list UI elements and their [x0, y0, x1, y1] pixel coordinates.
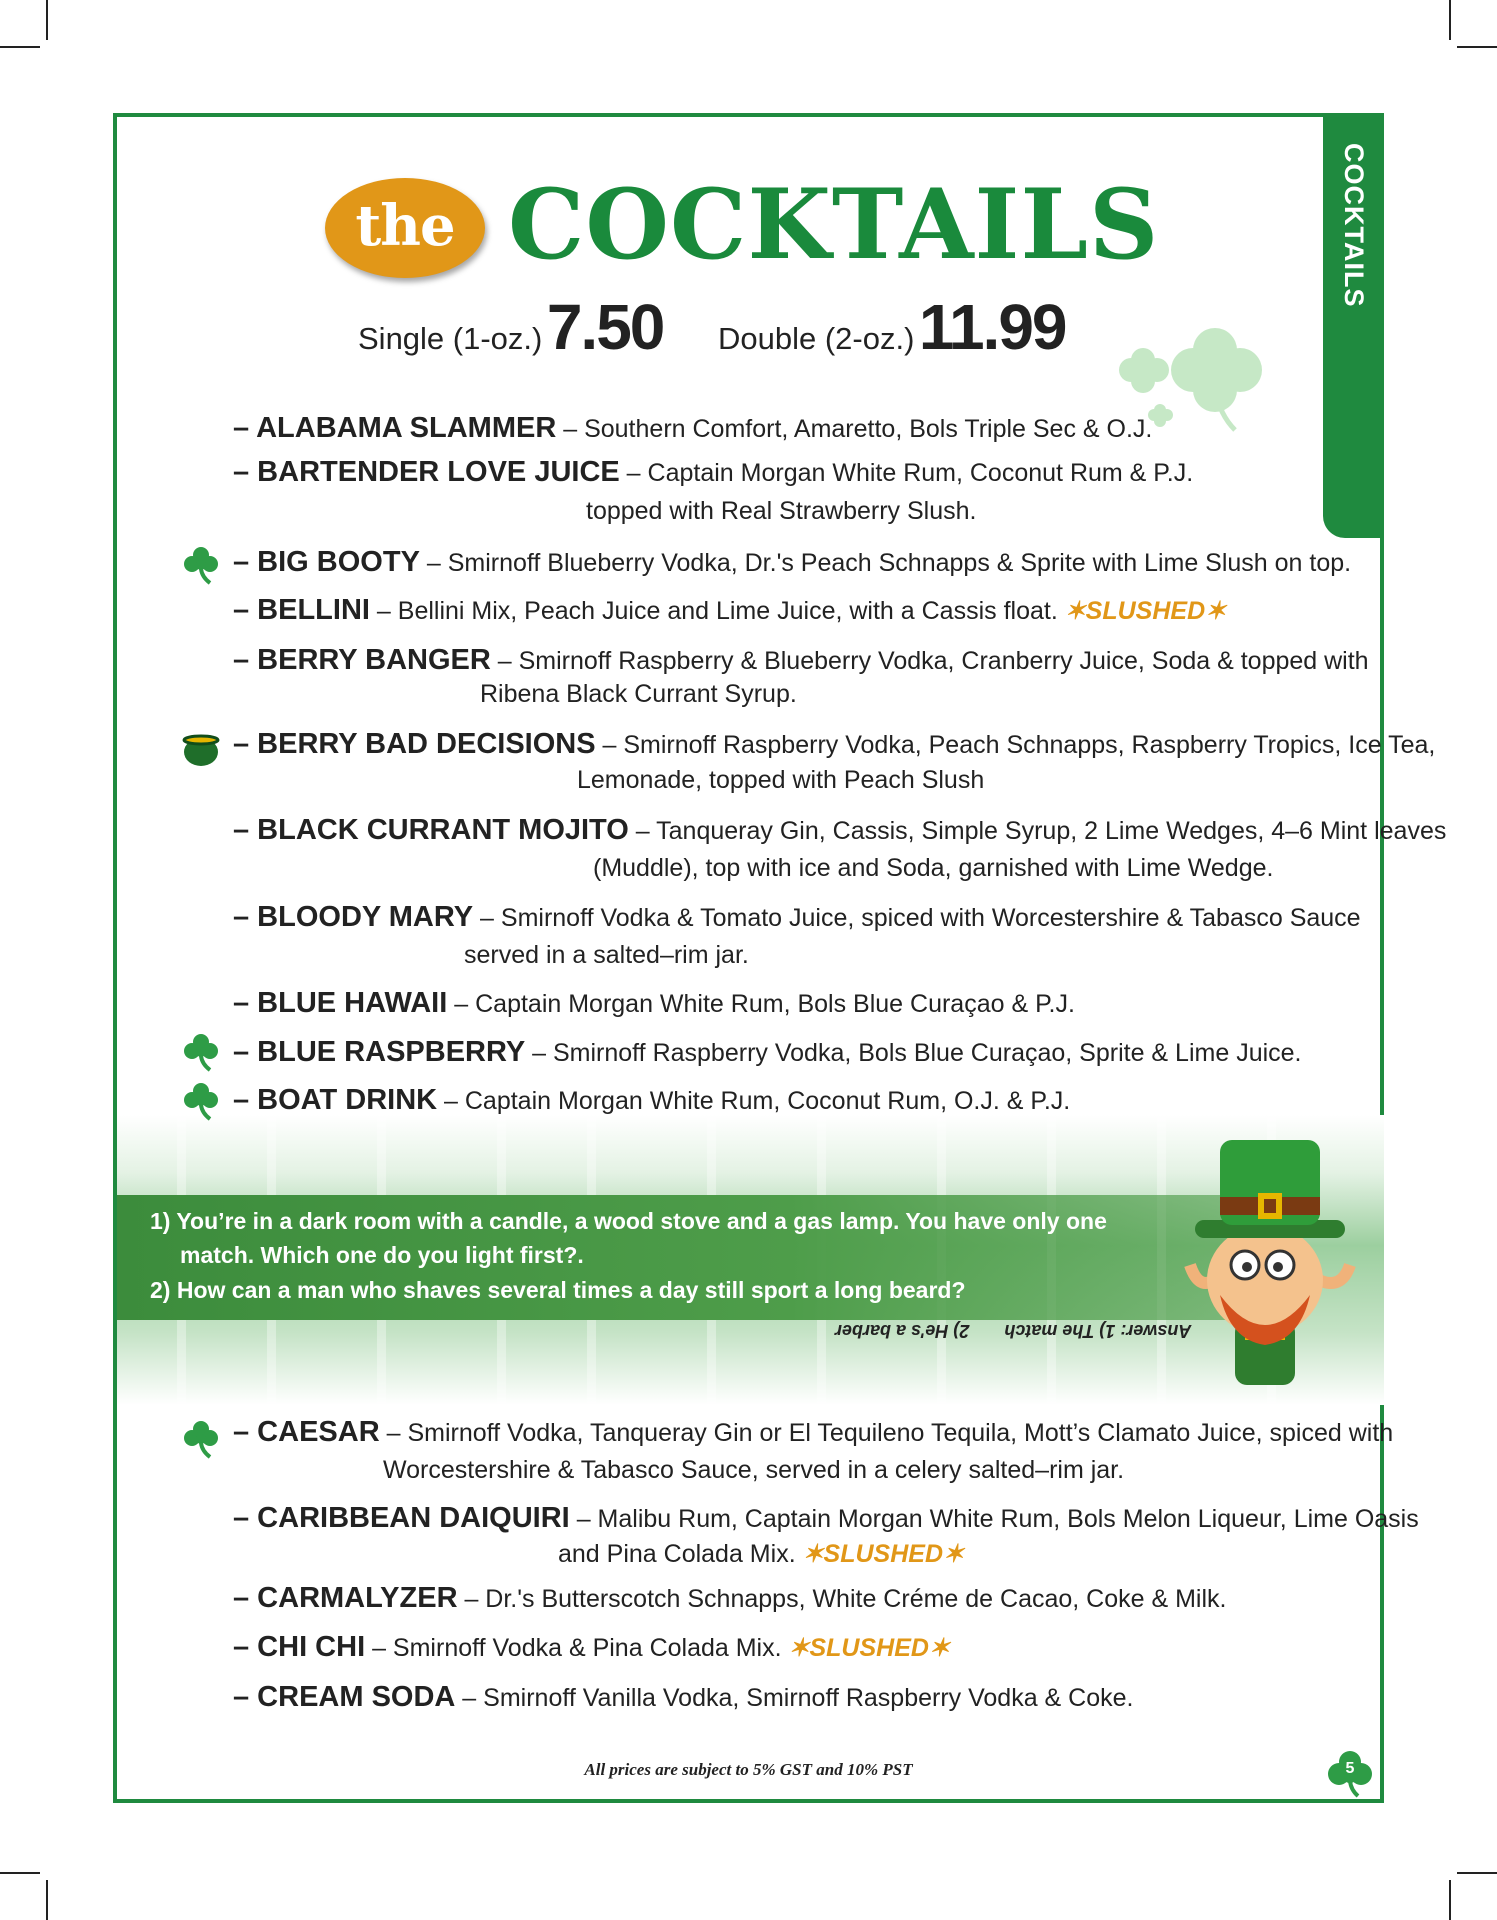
menu-item — [233, 1414, 1394, 1484]
item-description: – Smirnoff Vodka & Pina Colada Mix. — [365, 1634, 789, 1662]
shamrock-icon — [180, 543, 222, 585]
page-number: 5 — [1345, 1760, 1355, 1777]
item-name: – CHI CHI — [233, 1631, 366, 1663]
riddle-2: 2) How can a man who shaves several times a day still sport a long beard? — [150, 1277, 966, 1303]
riddle-1-continued: match. Which one do you light first?. — [180, 1242, 584, 1268]
item-description: – Southern Comfort, Amaretto, Bols Triple Sec & O.J. — [556, 415, 1153, 443]
menu-item — [233, 1629, 950, 1666]
item-description: – Captain Morgan White Rum, Coconut Rum, O.J. & P.J. — [437, 1087, 1071, 1115]
item-description-continued: topped with Real Strawberry Slush. — [586, 497, 977, 525]
single-amount: 7.50 — [546, 291, 664, 363]
side-tab — [1323, 113, 1384, 538]
item-description: – Malibu Rum, Captain Morgan White Rum, Bols Melon Liqueur, Lime Oasis — [569, 1505, 1419, 1533]
menu-item — [233, 410, 1152, 447]
slushed-badge: ✶SLUSHED✶ — [802, 1540, 964, 1568]
item-description-continued: Worcestershire & Tabasco Sauce, served in a celery salted–rim jar. — [383, 1456, 1125, 1484]
item-name: – CARMALYZER — [233, 1582, 458, 1614]
shamrock-icon — [180, 1079, 222, 1121]
item-description: – Captain Morgan White Rum, Bols Blue Curaçao & P.J. — [447, 990, 1075, 1018]
menu-item — [233, 1679, 1133, 1716]
item-name: – BLOODY MARY — [233, 901, 474, 933]
menu-item — [233, 454, 1194, 525]
menu-item — [233, 1500, 1419, 1568]
crop-mark — [1449, 1880, 1451, 1920]
crop-mark — [46, 0, 48, 40]
title-the-badge: the — [325, 178, 485, 278]
item-description-continued: (Muddle), top with ice and Soda, garnished with Lime Wedge. — [593, 854, 1274, 882]
item-name: – BLACK CURRANT MOJITO — [233, 814, 629, 846]
item-name: – BERRY BAD DECISIONS — [233, 728, 596, 760]
item-name: – CREAM SODA — [233, 1681, 456, 1713]
menu-item — [233, 592, 1226, 629]
crop-mark — [0, 1872, 40, 1874]
riddle-1: 1) You’re in a dark room with a candle, a wood stove and a gas lamp. You have only one — [150, 1208, 1107, 1234]
menu-item — [233, 812, 1447, 882]
item-description: – Dr.'s Butterscotch Schnapps, White Créme de Cacao, Coke & Milk. — [457, 1585, 1227, 1613]
item-description: – Bellini Mix, Peach Juice and Lime Juice, with a Cassis float. — [369, 597, 1065, 625]
menu-item — [233, 726, 1436, 794]
single-label: Single (1-oz.) — [358, 321, 543, 356]
item-name: – BLUE HAWAII — [233, 987, 448, 1019]
item-description: – Smirnoff Raspberry Vodka, Bols Blue Curaçao, Sprite & Lime Juice. — [525, 1039, 1302, 1067]
item-description: – Captain Morgan White Rum, Coconut Rum & P.J. — [619, 459, 1194, 487]
crop-mark — [1449, 0, 1451, 40]
double-price — [718, 290, 1066, 364]
menu-item — [233, 642, 1369, 708]
item-description: – Smirnoff Raspberry & Blueberry Vodka, Cranberry Juice, Soda & topped with — [490, 647, 1369, 675]
item-name: – BELLINI — [233, 594, 370, 626]
page-number-badge — [1325, 1748, 1375, 1798]
single-price — [358, 290, 663, 364]
menu-item — [233, 1034, 1302, 1071]
menu-item — [233, 1580, 1227, 1617]
item-name: – CAESAR — [233, 1416, 380, 1448]
crop-mark — [46, 1880, 48, 1920]
crop-mark — [1457, 46, 1497, 48]
item-description-text: and Pina Colada Mix. — [558, 1540, 803, 1568]
menu-item — [233, 544, 1351, 581]
item-description: – Smirnoff Blueberry Vodka, Dr.'s Peach Schnapps & Sprite with Lime Slush on top. — [419, 549, 1352, 577]
item-description-continued: Ribena Black Currant Syrup. — [480, 680, 797, 708]
shamrock-icon — [180, 1030, 222, 1072]
item-description: – Smirnoff Raspberry Vodka, Peach Schnapps, Raspberry Tropics, Ice Tea, — [595, 731, 1436, 759]
crop-mark — [1457, 1872, 1497, 1874]
item-name: – BERRY BANGER — [233, 644, 491, 676]
menu-item — [233, 899, 1361, 969]
side-tab-label: COCKTAILS — [1339, 143, 1369, 308]
crop-mark — [0, 46, 40, 48]
item-description-continued: Lemonade, topped with Peach Slush — [577, 766, 985, 794]
item-name: – BLUE RASPBERRY — [233, 1036, 526, 1068]
shamrock-icon — [180, 1417, 222, 1459]
slushed-badge: ✶SLUSHED✶ — [788, 1634, 950, 1662]
pot-of-gold-icon — [180, 726, 222, 768]
item-description-continued: served in a salted–rim jar. — [464, 941, 749, 969]
item-description: – Smirnoff Vodka, Tanqueray Gin or El Tequileno Tequila, Mott’s Clamato Juice, spiced with — [379, 1419, 1394, 1447]
item-name: – BARTENDER LOVE JUICE — [233, 456, 620, 488]
riddle-answer: Answer: 1) The match 2) He's a barber — [835, 1321, 1192, 1341]
item-description-continued — [558, 1536, 964, 1572]
item-name: – BOAT DRINK — [233, 1084, 438, 1116]
item-name: – ALABAMA SLAMMER — [233, 412, 557, 444]
slushed-badge: ✶SLUSHED✶ — [1064, 597, 1227, 625]
leprechaun-icon — [1180, 1125, 1370, 1390]
double-amount: 11.99 — [918, 291, 1066, 363]
item-description: – Tanqueray Gin, Cassis, Simple Syrup, 2 Lime Wedges, 4–6 Mint leaves — [628, 817, 1447, 845]
item-description: – Smirnoff Vodka & Tomato Juice, spiced with Worcestershire & Tabasco Sauce — [473, 904, 1361, 932]
menu-item — [233, 1082, 1070, 1119]
item-description: – Smirnoff Vanilla Vodka, Smirnoff Raspberry Vodka & Coke. — [455, 1684, 1134, 1712]
double-label: Double (2-oz.) — [718, 321, 915, 356]
menu-item — [233, 985, 1075, 1022]
title-text: COCKTAILS — [508, 168, 1160, 281]
tax-note: All prices are subject to 5% GST and 10% PST — [584, 1760, 913, 1779]
item-name: – CARIBBEAN DAIQUIRI — [233, 1502, 570, 1534]
item-name: – BIG BOOTY — [233, 546, 420, 578]
